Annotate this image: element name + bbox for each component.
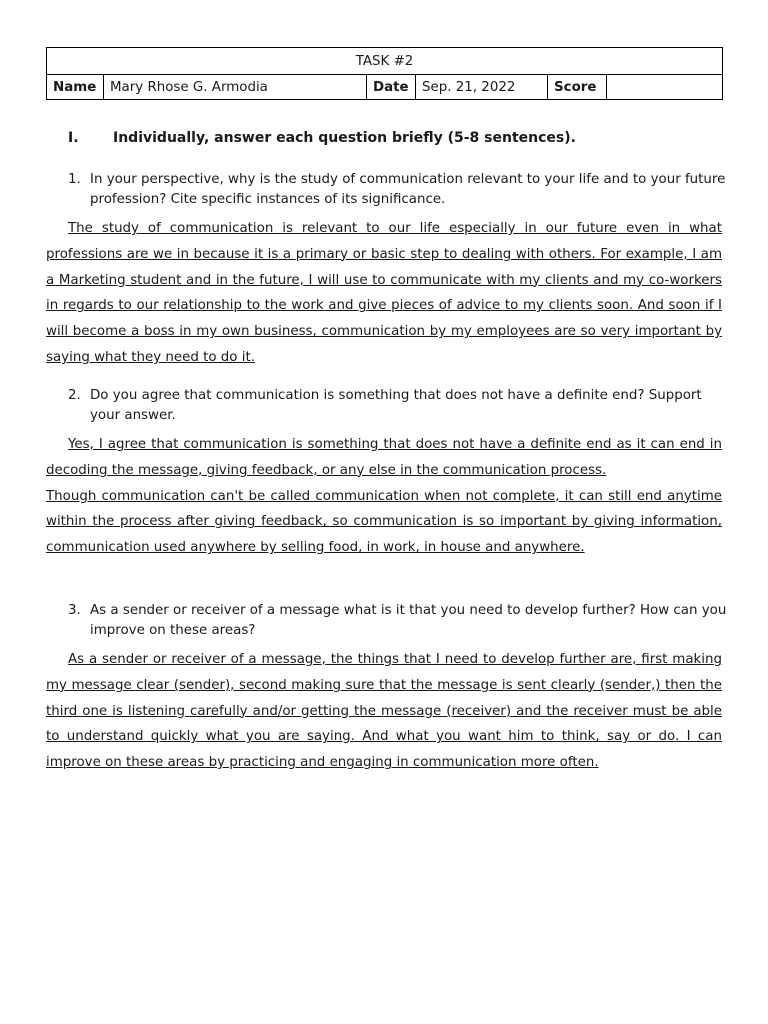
- question-text: In your perspective, why is the study of communication relevant to your life and to your future profession? Cite specific instances of its significance.: [90, 172, 726, 207]
- score-value: [607, 75, 723, 100]
- date-value: Sep. 21, 2022: [416, 75, 548, 100]
- question-text: Do you agree that communication is something that does not have a definite end? Support your answer.: [90, 388, 702, 423]
- question-number: 3.: [68, 603, 81, 618]
- section-number: I.: [68, 130, 79, 146]
- score-label: Score: [548, 75, 607, 100]
- section-heading: [68, 130, 728, 146]
- answer-1: [46, 216, 722, 371]
- answer-3: [46, 647, 722, 776]
- answer-2: [46, 432, 722, 561]
- answer-paragraph-2: Though communication can't be called communication when not complete, it can still end anytime within the process after giving feedback, so communication is so important by giving information, communication used anywhere by selling food, in work, in house and anywhere.: [46, 488, 722, 556]
- date-label: Date: [367, 75, 416, 100]
- question-2: [68, 386, 728, 426]
- question-1: [68, 170, 728, 210]
- task-header-table: [46, 47, 723, 100]
- question-number: 1.: [68, 172, 81, 187]
- question-text: As a sender or receiver of a message what is it that you need to develop further? How can you improve on these areas?: [90, 603, 727, 638]
- name-value: Mary Rhose G. Armodia: [104, 75, 367, 100]
- section-instruction: Individually, answer each question briefly (5-8 sentences).: [113, 130, 576, 146]
- task-title: TASK #2: [47, 48, 723, 75]
- answer-paragraph-1: Yes, I agree that communication is something that does not have a definite end as it can end in decoding the message, giving feedback, or any else in the communication process.: [46, 437, 722, 478]
- answer-text: The study of communication is relevant to our life especially in our future even in what professions are we in because it is a primary or basic step to dealing with others. For example, I am a Marketing student and in the future, I will use to communicate with my clients and my co-workers in regards to our relationship to the work and give pieces of advice to my clients soon. And soon if I will become a boss in my own business, communication by my employees are so very important by saying what they need to do it.: [46, 221, 722, 365]
- name-label: Name: [47, 75, 104, 100]
- question-number: 2.: [68, 388, 81, 403]
- question-3: [68, 601, 728, 641]
- answer-text: As a sender or receiver of a message, the things that I need to develop further are, first making my message clear (sender), second making sure that the message is sent clearly (sender,) then the third one is listening carefully and/or getting the message (receiver) and the receiver must be able to understand quickly what you are saying. And what you want him to think, say or do. I can improve on these areas by practicing and engaging in communication more often.: [46, 652, 722, 771]
